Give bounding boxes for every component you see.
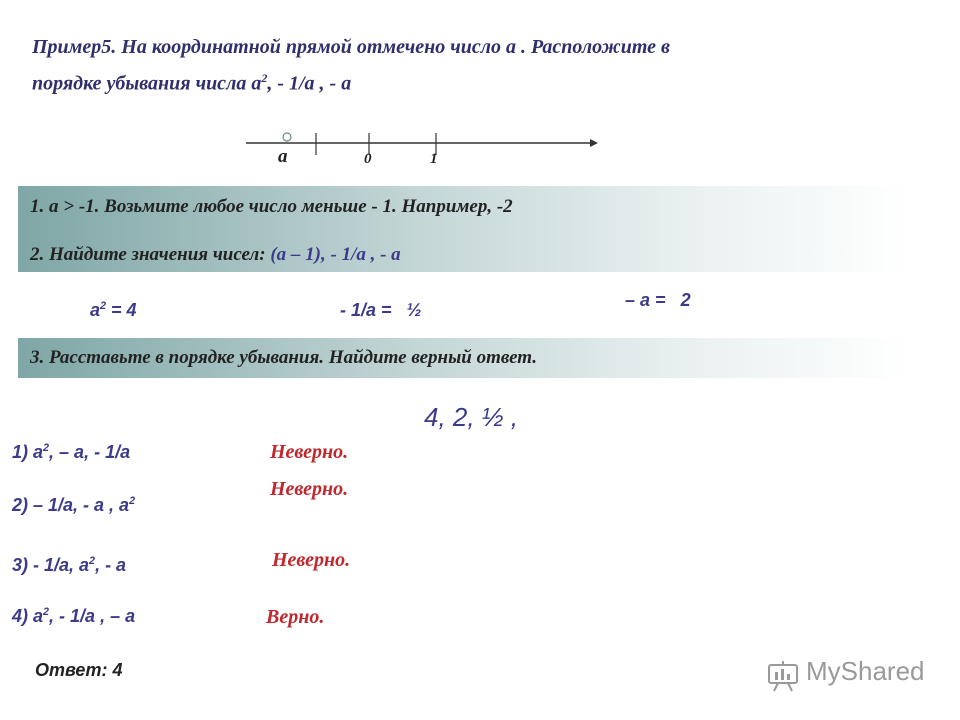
watermark-text: MyShared (806, 656, 925, 686)
step-2: 2. Найдите значения чисел: (a – 1), - 1/a , - a (30, 244, 401, 265)
option-4: 4) $a^2$, - 1/a , – a (12, 606, 136, 626)
presentation-board-icon (766, 659, 802, 693)
value-a-squared: $a^2 = 4$ (90, 300, 137, 320)
step-3: 3. Расставьте в порядке убывания. Найдите верный ответ. (30, 347, 538, 368)
problem-title (32, 32, 932, 100)
value-inverse: - 1/a = ½ (340, 300, 422, 320)
watermark (766, 656, 925, 693)
option-4-verdict: Верно. (266, 606, 325, 628)
point-a-marker (283, 133, 291, 141)
option-1: 1) $a^2$, – a, - 1/a (12, 442, 131, 462)
option-2-verdict: Неверно. (270, 478, 349, 500)
option-2: 2) – 1/a, - a , $a^2$ (12, 495, 136, 515)
option-3-verdict: Неверно. (272, 549, 351, 571)
number-line (240, 125, 600, 175)
point-a-label: a (278, 146, 288, 167)
option-3: 3) - 1/a, $a^2$, - a (12, 555, 127, 575)
tick-label-one: 1 (430, 151, 438, 167)
option-1-verdict: Неверно. (270, 441, 349, 463)
title-line-2: порядке убывания числа $a^2$, - 1/a , - a (32, 71, 352, 95)
descending-sequence: 4, 2, ½ , (424, 402, 518, 432)
title-line-1: Пример5. На координатной прямой отмечено число a . Расположите в (32, 36, 670, 58)
arrow-head-icon (590, 139, 598, 147)
value-neg-a: – a = 2 (625, 290, 691, 310)
step-1: 1. a > -1. Возьмите любое число меньше - 1. Например, -2 (30, 196, 513, 217)
answer: Ответ: 4 (35, 660, 123, 680)
tick-label-zero: 0 (364, 151, 372, 167)
